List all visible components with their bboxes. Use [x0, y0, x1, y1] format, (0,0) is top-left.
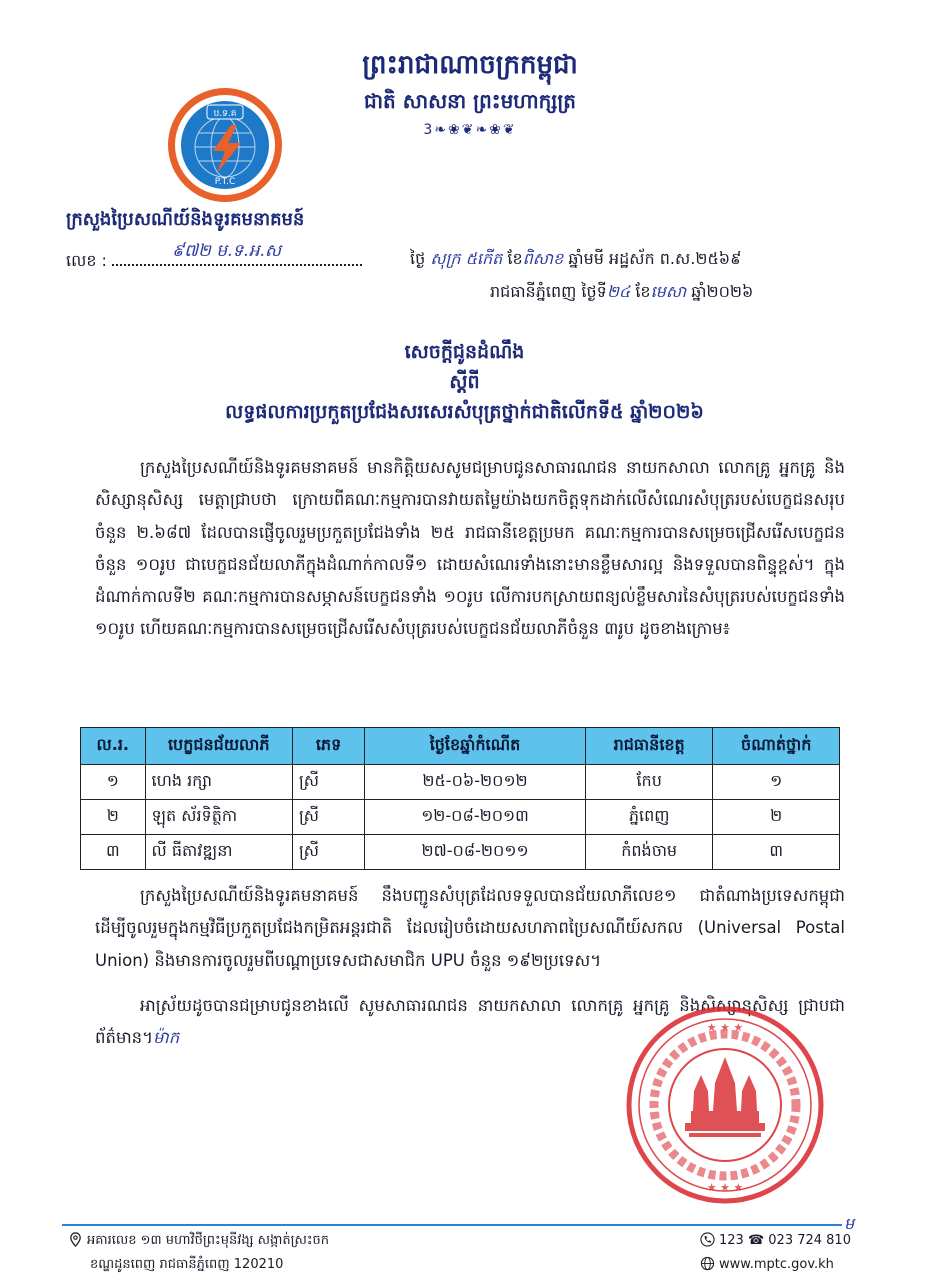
cell-province: កែប [585, 765, 713, 800]
cell-no: ៣ [81, 835, 146, 870]
solar-date [490, 281, 753, 305]
ministry-name: ក្រសួងប្រៃសណីយ៍និងទូរគមនាគមន៍ [66, 209, 305, 230]
solar-prefix: រាជធានីភ្នំពេញ ថ្ងៃទី [490, 282, 607, 301]
footer-divider [62, 1224, 842, 1226]
notice-subject: លទ្ធផលការប្រកួតប្រជែងសរសេរសំបុត្រថ្នាក់ជាតិលើកទី៥ ឆ្នាំ២០២៦ [225, 401, 704, 423]
solar-month-label: ខែ [635, 282, 651, 301]
cell-winner: លី ធីតាវឌ្ឍនា [145, 835, 292, 870]
ministry-logo [165, 85, 285, 205]
lunar-day-handwritten: សុក្រ ៥កើត [430, 249, 503, 268]
cell-gender: ស្រី [292, 800, 364, 835]
closing-text: អាស្រ័យដូចបានជម្រាបជូនខាងលើ សូមសាធារណជន នាយកសាលា លោកគ្រូ អ្នកគ្រូ និងសិស្សានុសិស្ស ជ្រាបជាព័ត៌មាន។ [95, 996, 845, 1048]
notice-title: សេចក្តីជូនដំណឹង [404, 341, 525, 363]
svg-text:★ ★ ★: ★ ★ ★ [706, 1021, 744, 1034]
body-paragraph-1: ក្រសួងប្រៃសណីយ៍និងទូរគមនាគមន៍ មានកិត្តិយសសូមជម្រាបជូនសាធារណជន នាយកសាលា លោកគ្រូ អ្នកគ្រូ និងសិស្សានុសិស្ស មេត្តាជ្រាបថា ក្រោយពីគណៈកម្មការបានវាយតម្លៃយ៉ាងយកចិត្តទុកដាក់លើសំណេរសំបុត្ររបស់បេក្ខជនសរុបចំនួន ២.៦៨៧ ដែលបានផ្ញើចូលរួមប្រកួតប្រជែងទាំង ២៥ រាជធានីខេត្តប្រមក គណៈកម្មការបានសម្រេចជ្រើសរើសបេក្ខជនចំនួន ១០រូប ជាបេក្ខជនជ័យលាភីក្នុងដំណាក់កាលទី១ ដោយសំណេរទាំងនោះមានខ្លឹមសារល្អ និងទទួលបានពិន្ទុខ្ពស់។ ក្នុងដំណាក់កាលទី២ គណៈកម្មការបានសម្ភាសន៍បេក្ខជនទាំង ១០រូប លើការបកស្រាយពន្យល់ខ្លឹមសារនៃសំបុត្ររបស់បេក្ខជនទាំង ១០រូប ហើយគណៈកម្មការបានសម្រេចជ្រើសរើសសំបុត្ររបស់បេក្ខជនជ័យលាភីចំនួន ៣រូប ដូចខាងក្រោម៖ [95, 458, 845, 639]
cell-no: ១ [81, 765, 146, 800]
table-header-row [81, 728, 840, 765]
header-birthdate: ថ្ងៃខែឆ្នាំកំណើត [365, 728, 586, 765]
cell-no: ២ [81, 800, 146, 835]
cell-rank: ២ [713, 800, 840, 835]
cell-rank: ៣ [713, 835, 840, 870]
solar-day-handwritten: ២៤ [606, 282, 631, 301]
header-no: ល.រ. [81, 728, 146, 765]
table-row [81, 765, 840, 800]
table-row [81, 835, 840, 870]
cell-rank: ១ [713, 765, 840, 800]
header-ornament: 3❧❀❦❧❀❦ [423, 122, 517, 138]
address-text-1: អគារលេខ ១៣ មហាវិថីព្រះមុនីវង្ស សង្កាត់ស្រះចក [87, 1233, 330, 1248]
lunar-prefix: ថ្ងៃ [410, 249, 426, 268]
handwritten-initial: ម៉ាក [153, 1028, 180, 1048]
cell-winner: ហេង រក្សា [145, 765, 292, 800]
website-text[interactable]: www.mptc.gov.kh [719, 1257, 834, 1272]
footer-address-line1 [68, 1232, 329, 1251]
results-table [80, 727, 840, 870]
national-motto: ជាតិ សាសនា ព្រះមហាក្សត្រ [364, 89, 576, 113]
page-initial-mark: ម [844, 1214, 855, 1233]
kingdom-title: ព្រះរាជាណាចក្រកម្ពុជា [362, 50, 578, 80]
logo-text-bottom: P.T.C [214, 177, 236, 187]
table-row [81, 800, 840, 835]
header-rank: ចំណាត់ថ្នាក់ [713, 728, 840, 765]
footer-website [700, 1256, 834, 1272]
location-pin-icon [68, 1232, 83, 1247]
cell-province: កំពង់ចាម [585, 835, 713, 870]
reference-handwritten: ៩៧២ ម.ទ.អ.ស [172, 241, 282, 261]
cell-gender: ស្រី [292, 765, 364, 800]
solar-month-handwritten: មេសា [650, 282, 687, 301]
svg-text:★ ★ ★: ★ ★ ★ [706, 1181, 744, 1194]
phone-icon [700, 1232, 715, 1247]
cell-province: ភ្នំពេញ [585, 800, 713, 835]
logo-text-top: ប.ទ.គ [213, 109, 237, 119]
header-winner: បេក្ខជនជ័យលាភី [145, 728, 292, 765]
official-seal-stamp [625, 1005, 825, 1205]
cell-birthdate: ២៧-០៨-២០១១ [365, 835, 586, 870]
lunar-month-handwritten: ពិសាខ [522, 249, 564, 268]
header-gender: ភេទ [292, 728, 364, 765]
reference-label: លេខ : [66, 251, 107, 270]
lunar-month-label: ខែ [507, 249, 523, 268]
solar-year: ឆ្នាំ២០២៦ [691, 282, 754, 301]
reference-number [66, 241, 362, 274]
cell-birthdate: ២៥-០៦-២០១២ [365, 765, 586, 800]
lunar-year: ឆ្នាំមមី អដ្ឋស័ក ព.ស.២៥៦៩ [568, 249, 742, 268]
globe-icon [700, 1256, 715, 1271]
cell-winner: ឡុត ស័រទិត្ថិកា [145, 800, 292, 835]
notice-subject-label: ស្តីពី [449, 371, 480, 393]
phone-text: 123 ☎ 023 724 810 [719, 1233, 851, 1248]
footer-phone [700, 1232, 851, 1248]
header-province: រាជធានីខេត្ត [585, 728, 713, 765]
body-paragraph-2: ក្រសួងប្រៃសណីយ៍និងទូរគមនាគមន៍ នឹងបញ្ជូនសំបុត្រដែលទទួលបានជ័យលាភីលេខ១ ជាតំណាងប្រទេសកម្ពុជា ដើម្បីចូលរួមក្នុងកម្មវិធីប្រកួតប្រជែងកម្រិតអន្តរជាតិ ដែលរៀបចំដោយសហភាពប្រៃសណីយ៍សកល (Universal Postal Union) និងមានការចូលរួមពីបណ្តាប្រទេសជាសមាជិក UPU ចំនួន ១៩២ប្រទេស។ [95, 886, 845, 970]
cell-gender: ស្រី [292, 835, 364, 870]
cell-birthdate: ១២-០៨-២០១៣ [365, 800, 586, 835]
lunar-date [410, 248, 741, 272]
footer-address-line2: ខណ្ឌដូនពេញ រាជធានីភ្នំពេញ 120210 [90, 1257, 284, 1272]
